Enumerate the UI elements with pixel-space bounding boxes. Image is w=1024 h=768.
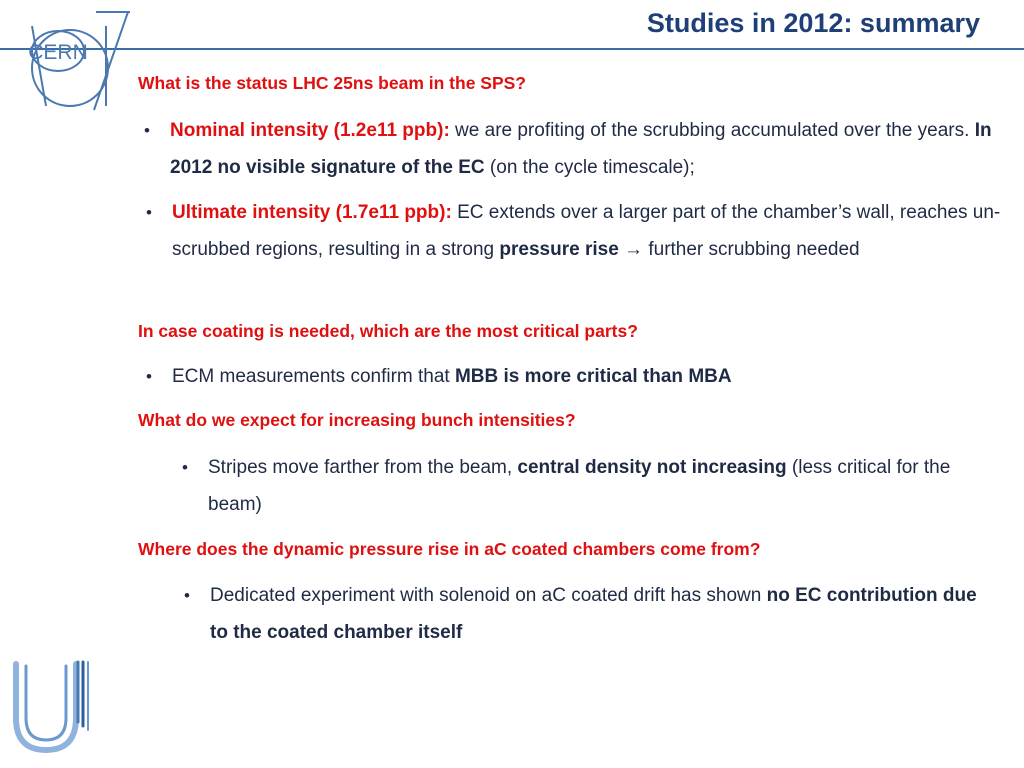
ecm-bold: MBB is more critical than MBA <box>454 366 732 387</box>
ultimate-text: EC extends over a larger part of the chamber’s wall, reaches un-scrubbed regions, resulting in a strong <box>172 202 1001 260</box>
question-coating: In case coating is needed, which are the most critical parts? <box>138 321 638 341</box>
question-pressure: Where does the dynamic pressure rise in aC coated chambers come from? <box>138 539 761 559</box>
bullet-marker: • <box>144 121 150 140</box>
experiment-text: Dedicated experiment with solenoid on aC coated drift has shown <box>210 585 767 606</box>
ultimate-label: Ultimate intensity (1.7e11 ppb): <box>172 202 452 223</box>
question-intensity: What do we expect for increasing bunch intensities? <box>138 410 576 430</box>
ultimate-text-2: further scrubbing needed <box>648 239 860 260</box>
stripes-text-2: (less critical for the beam) <box>208 457 951 515</box>
question-status: What is the status LHC 25ns beam in the SPS? <box>138 73 526 93</box>
nominal-label: Nominal intensity (1.2e11 ppb): <box>170 120 450 141</box>
nominal-text: we are profiting of the scrubbing accumulated over the years. <box>449 120 975 141</box>
stripes-bold: central density not increasing <box>517 457 787 478</box>
accelerator-logo <box>6 660 96 755</box>
arrow-icon: → <box>618 239 649 260</box>
ecm-text: ECM measurements confirm that <box>172 366 455 387</box>
ultimate-bold: pressure rise <box>499 239 619 260</box>
bullet-marker: • <box>146 367 152 386</box>
bullet-marker: • <box>184 586 190 605</box>
nominal-text-2: (on the cycle timescale); <box>484 157 695 178</box>
stripes-text: Stripes move farther from the beam, <box>208 457 518 478</box>
bullet-marker: • <box>146 203 152 222</box>
page-title: Studies in 2012: summary <box>646 8 980 38</box>
bullet-stripes <box>182 449 988 523</box>
bullet-nominal <box>144 112 1000 186</box>
bullet-experiment <box>184 577 995 651</box>
bullet-ecm <box>146 358 992 395</box>
cern-logo <box>18 6 136 114</box>
bullet-ultimate <box>146 194 1004 268</box>
cern-logo-text: CERN <box>28 41 88 64</box>
nominal-bold: In 2012 no visible signature of the EC <box>170 120 992 178</box>
header-rule <box>0 48 1024 50</box>
bullet-marker: • <box>182 458 188 477</box>
experiment-bold: no EC contribution due to the coated chamber itself <box>210 585 977 643</box>
